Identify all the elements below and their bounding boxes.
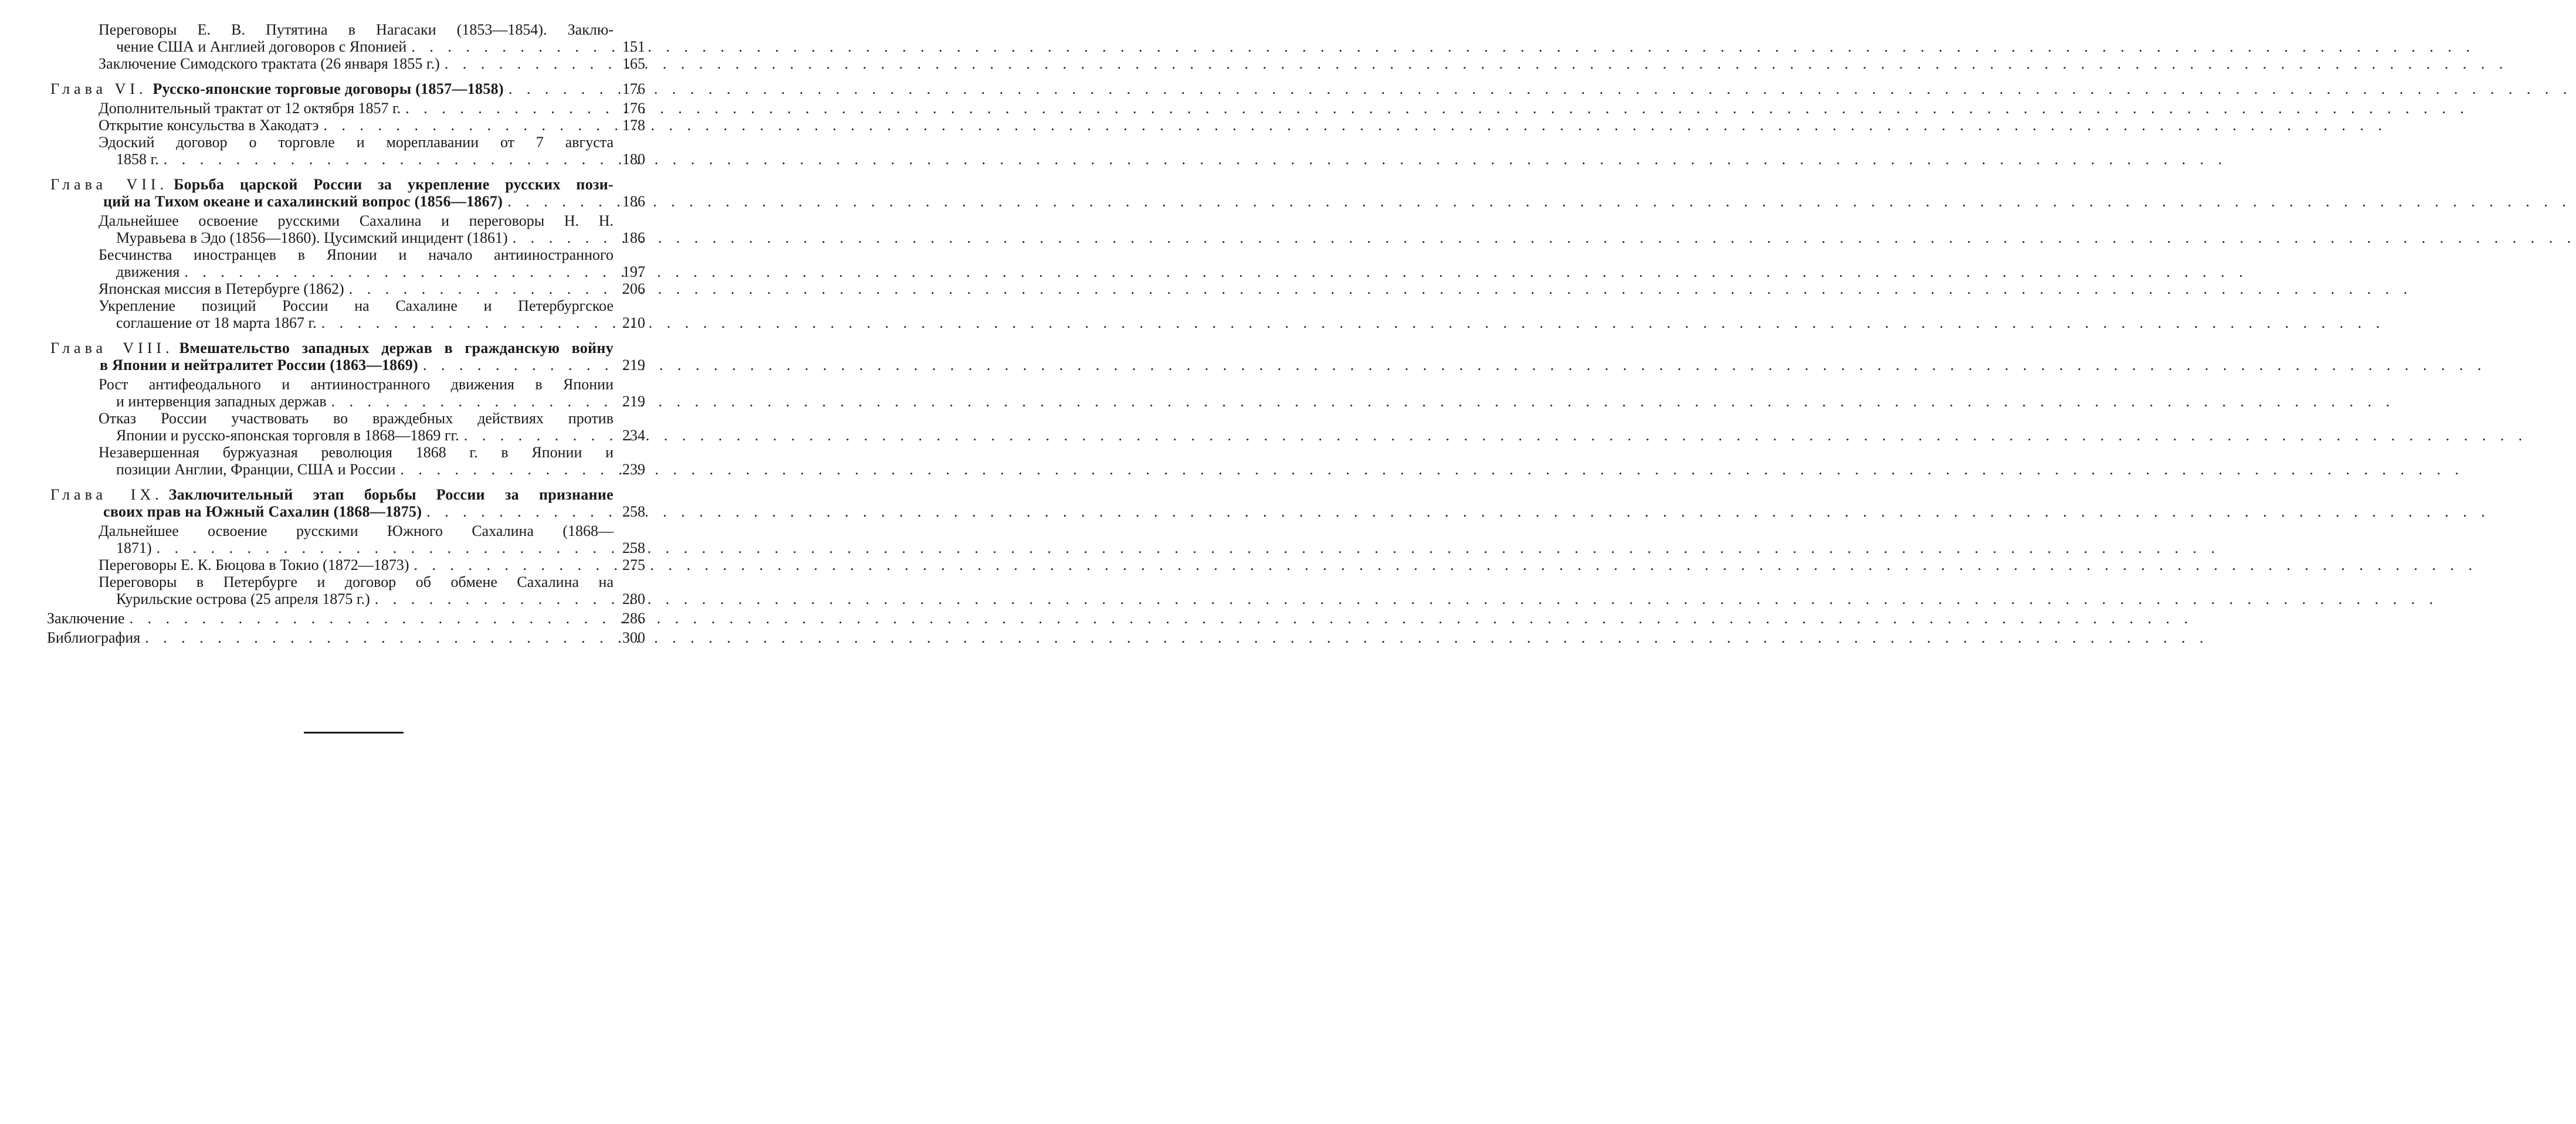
- toc-section-text: Рост антифеодального и антииностранного движения в Японии: [99, 376, 614, 393]
- chapter-title: Борьба царской России за укрепление русских пози-: [174, 176, 614, 193]
- toc-chapter-heading-cont: [47, 193, 645, 210]
- toc-section-text: Эдоский договор о торговле и мореплавании от 7 августа: [99, 134, 614, 151]
- toc-page-number: 151: [622, 38, 645, 55]
- toc-line: [47, 100, 645, 117]
- toc-section-text: Японская миссия в Петербурге (1862): [99, 280, 344, 297]
- toc-section-text: Укрепление позиций России на Сахалине и Петербургское: [99, 297, 614, 314]
- toc-line: [47, 461, 645, 478]
- dot-leader: [184, 263, 614, 280]
- toc-section-text: Заключение Симодского трактата (26 января 1855 г.): [99, 55, 440, 72]
- chapter-title: своих прав на Южный Сахалин (1868—1875): [103, 503, 422, 520]
- toc-bibliography: [47, 629, 645, 646]
- toc-page-number: 286: [622, 610, 645, 627]
- toc-page-number: 176: [622, 80, 645, 97]
- dot-leader: [145, 629, 614, 646]
- toc-line: [47, 590, 645, 607]
- toc-page-number: 186: [622, 229, 645, 246]
- toc-section-text: Бесчинства иностранцев в Японии и начало антииностранного: [99, 246, 614, 263]
- toc-section-text: движения: [116, 263, 180, 280]
- dot-leader: [349, 280, 614, 297]
- dot-leader: [413, 556, 614, 573]
- toc-section-text: Дальнейшее освоение русскими Сахалина и переговоры Н. Н.: [99, 212, 614, 229]
- toc-section-text: 1858 г.: [116, 151, 159, 168]
- dot-leader: [405, 100, 614, 117]
- toc-entry-text: Заключение: [47, 610, 125, 627]
- toc-chapter-heading-cont: [47, 503, 645, 520]
- toc-line: [47, 522, 645, 539]
- toc-chapter-heading: [47, 339, 645, 356]
- toc-section-text: Курильские острова (25 апреля 1875 г.): [116, 590, 370, 607]
- toc-line: [47, 573, 645, 590]
- dot-leader: [464, 427, 614, 444]
- dot-leader: [331, 393, 614, 410]
- toc-line: [47, 410, 645, 427]
- dot-leader: [509, 80, 614, 97]
- toc-section-text: соглашение от 18 марта 1867 г.: [116, 314, 317, 331]
- toc-page-number: 210: [622, 314, 645, 331]
- toc-chapter-heading: [47, 486, 645, 503]
- toc-section-text: Переговоры Е. К. Бюцова в Токио (1872—1873): [99, 556, 409, 573]
- toc-chapter-heading: [47, 176, 645, 193]
- toc-line: [47, 539, 645, 556]
- toc-line: [47, 246, 645, 263]
- toc-page-number: 258: [622, 539, 645, 556]
- toc-section-text: чение США и Англией договоров с Японией: [116, 38, 407, 55]
- toc-page-number: 300: [622, 629, 645, 646]
- chapter-label: Глава VII.: [50, 176, 168, 193]
- toc-conclusion: [47, 610, 645, 627]
- toc-section-text: Переговоры в Петербурге и договор об обмене Сахалина на: [99, 573, 614, 590]
- toc-line: [47, 393, 645, 410]
- toc-section-text: Муравьева в Эдо (1856—1860). Цусимский инцидент (1861): [116, 229, 508, 246]
- toc-page-number: 180: [622, 151, 645, 168]
- toc-page-number: 186: [622, 193, 645, 210]
- toc-line: [47, 444, 645, 461]
- dot-leader: [130, 610, 614, 627]
- toc-line: [47, 297, 645, 314]
- toc-line: [47, 117, 645, 134]
- chapter-label: Глава IX.: [50, 486, 163, 503]
- toc-line: [47, 280, 645, 297]
- toc-chapter-heading-cont: [47, 356, 645, 373]
- toc-page-number: 178: [622, 117, 645, 134]
- toc-page-number: 206: [622, 280, 645, 297]
- toc-entry-text: Библиография: [47, 629, 141, 646]
- end-rule: [304, 732, 404, 734]
- dot-leader: [164, 151, 614, 168]
- toc-section-text: и интервенция западных держав: [116, 393, 327, 410]
- toc-section-text: Открытие консульства в Хакодатэ: [99, 117, 319, 134]
- dot-leader: [321, 314, 614, 331]
- toc-section-text: 1871): [116, 539, 152, 556]
- dot-leader: [423, 356, 614, 373]
- chapter-label: Глава VI.: [50, 80, 147, 97]
- toc-page-number: 219: [622, 393, 645, 410]
- dot-leader: [323, 117, 614, 134]
- chapter-title: ций на Тихом океане и сахалинский вопрос (1856—1867): [103, 193, 503, 210]
- dot-leader: [445, 55, 614, 72]
- toc-page-number: 197: [622, 263, 645, 280]
- toc-line: [47, 212, 645, 229]
- chapter-title: Вмешательство западных держав в гражданскую войну: [179, 339, 614, 356]
- toc-page-number: 219: [622, 356, 645, 373]
- toc-section-text: позиции Англии, Франции, США и России: [116, 461, 396, 478]
- toc-section-text: Отказ России участвовать во враждебных действиях против: [99, 410, 614, 427]
- toc-page-number: 280: [622, 590, 645, 607]
- toc-line: [47, 21, 645, 38]
- toc-section-text: Японии и русско-японская торговля в 1868—1869 гг.: [116, 427, 459, 444]
- toc-page-number: 165: [622, 55, 645, 72]
- dot-leader: [375, 590, 614, 607]
- toc-line: [47, 134, 645, 151]
- toc-chapter-heading: [47, 80, 645, 97]
- toc-section-text: Дальнейшее освоение русскими Южного Сахалина (1868—: [99, 522, 614, 539]
- dot-leader: [157, 539, 614, 556]
- dot-leader: [411, 38, 614, 55]
- toc-page-number: 275: [622, 556, 645, 573]
- toc-section-text: Переговоры Е. В. Путятина в Нагасаки (1853—1854). Заклю-: [99, 21, 614, 38]
- toc-page-number: 258: [622, 503, 645, 520]
- toc-line: [47, 263, 645, 280]
- toc-line: [47, 38, 645, 55]
- dot-leader: [426, 503, 614, 520]
- toc-page-number: 176: [622, 100, 645, 117]
- toc-line: [47, 55, 645, 72]
- toc-page-number: 234: [622, 427, 645, 444]
- toc-line: [47, 376, 645, 393]
- toc-line: [47, 427, 645, 444]
- toc-line: [47, 229, 645, 246]
- chapter-title: Заключительный этап борьбы России за признание: [168, 486, 614, 503]
- toc-line: [47, 151, 645, 168]
- toc-line: [47, 314, 645, 331]
- chapter-title: в Японии и нейтралитет России (1863—1869): [100, 356, 419, 373]
- dot-leader: [401, 461, 614, 478]
- toc-page-number: 239: [622, 461, 645, 478]
- toc-section-text: Незавершенная буржуазная революция 1868 г. в Японии и: [99, 444, 614, 461]
- chapter-title: Русско-японские торговые договоры (1857—1858): [152, 80, 504, 97]
- toc-section-text: Дополнительный трактат от 12 октября 1857 г.: [99, 100, 401, 117]
- chapter-label: Глава VIII.: [50, 339, 174, 356]
- table-of-contents: [47, 21, 645, 646]
- toc-line: [47, 556, 645, 573]
